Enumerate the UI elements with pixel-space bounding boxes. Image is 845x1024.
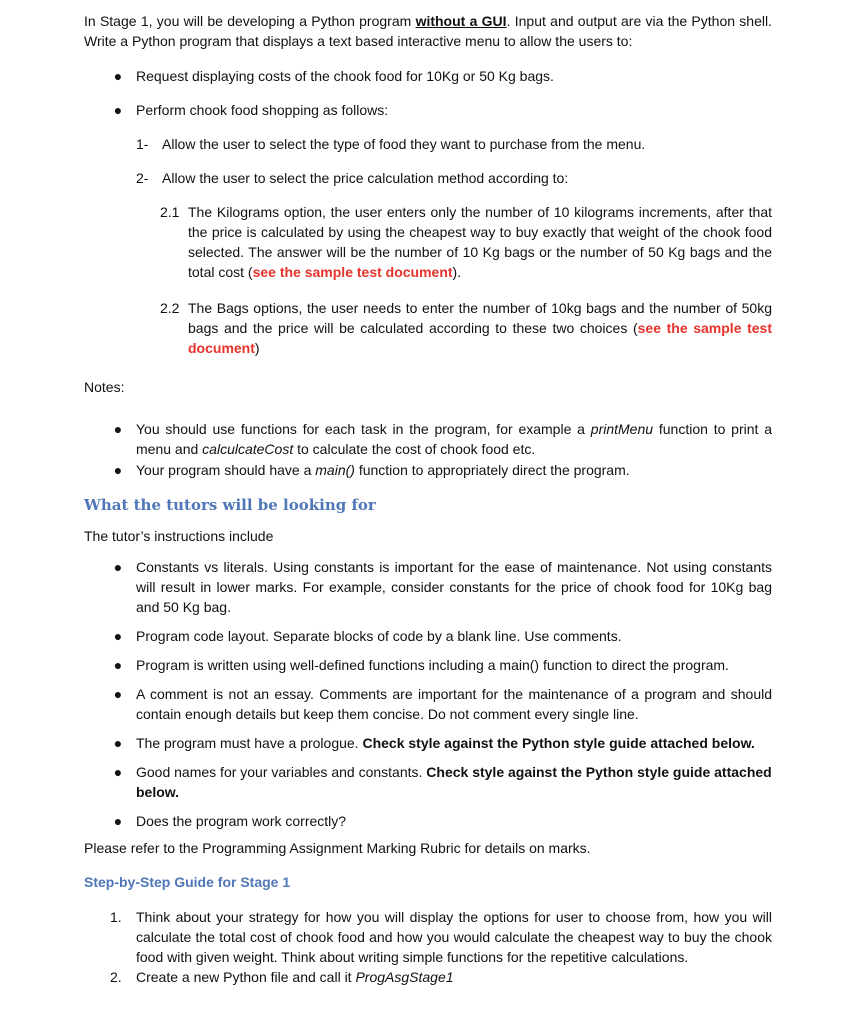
list-item	[84, 419, 772, 459]
bullet-icon: ●	[113, 686, 123, 702]
list-item	[84, 202, 772, 282]
sub-step-number: 2.2	[160, 300, 180, 316]
note-text: to calculate the cost of chook food etc.	[293, 441, 536, 457]
tutors-heading: What the tutors will be looking for	[84, 496, 376, 514]
bullet-text	[136, 762, 772, 802]
intro-emphasis: without a GUI	[415, 13, 507, 29]
bullet-icon: ●	[113, 657, 123, 673]
list-item	[84, 811, 772, 831]
sub-step-body: The Bags options, the user needs to enter the number of 10kg bags and the number of 50kg bags and the price will be calculated according to these two choices (	[188, 300, 772, 336]
item-emphasis: Check style against the Python style guide attached below.	[136, 764, 772, 800]
bullet-icon: ●	[113, 735, 123, 751]
list-item	[84, 762, 772, 802]
note-text: function to appropriately direct the program.	[354, 462, 630, 478]
code-term: main()	[315, 462, 355, 478]
notes-label: Notes:	[84, 379, 125, 395]
bullet-icon: ●	[113, 102, 123, 118]
sub-step-number: 2.1	[160, 204, 180, 220]
note-text: Your program should have a	[136, 462, 316, 478]
sub-step-body: The Kilograms option, the user enters only the number of 10 kilograms increments, after that the price is calculated by using the cheapest way to buy exactly that weight of the chook food selected. The answer will be the number of 10 Kg bags or the number of 50 Kg bags and the total cost (	[188, 204, 772, 280]
file-name: ProgAsgStage1	[355, 969, 454, 985]
list-item	[84, 655, 772, 675]
list-item	[84, 733, 772, 753]
list-item	[84, 66, 772, 86]
guide-step-number: 2.	[110, 969, 122, 985]
guide-heading: Step-by-Step Guide for Stage 1	[84, 874, 291, 890]
bullet-text: Perform chook food shopping as follows:	[136, 102, 389, 118]
item-text: The program must have a prologue.	[136, 735, 363, 751]
sub-step-tail: )	[254, 340, 260, 356]
tutors-intro: The tutor’s instructions include	[84, 528, 274, 544]
intro-paragraph	[84, 11, 772, 51]
bullet-icon: ●	[113, 628, 123, 644]
step-text: Create a new Python file and call it	[136, 969, 356, 985]
bullet-text: Constants vs literals. Using constants is important for the ease of maintenance. Not using constants will result in lower marks. For example, consider constants for the price of chook food for 10Kg bag and 50 Kg bag.	[136, 559, 772, 615]
sample-test-link[interactable]: see the sample test document	[188, 320, 772, 356]
bullet-text: A comment is not an essay. Comments are important for the maintenance of a program and should contain enough details but keep them concise. Do not comment every single line.	[136, 686, 772, 722]
step-number: 1-	[136, 136, 149, 152]
guide-step-text	[136, 967, 772, 987]
bullet-icon: ●	[113, 68, 123, 84]
sub-step-text	[188, 202, 772, 282]
sub-step-text	[188, 298, 772, 358]
bullet-text: Program code layout. Separate blocks of code by a blank line. Use comments.	[136, 628, 622, 644]
list-item	[84, 100, 772, 120]
bullet-icon: ●	[113, 764, 123, 780]
list-item	[84, 626, 772, 646]
intro-text-1: In Stage 1, you will be developing a Python program	[84, 13, 416, 29]
bullet-text: Request displaying costs of the chook food for 10Kg or 50 Kg bags.	[136, 68, 554, 84]
list-item	[84, 134, 772, 154]
bullet-text	[136, 733, 772, 753]
bullet-icon: ●	[113, 421, 123, 437]
code-term: printMenu	[590, 421, 654, 437]
item-text: Good names for your variables and constants.	[136, 764, 427, 780]
list-item	[84, 684, 772, 724]
bullet-icon: ●	[113, 462, 123, 478]
note-text: function to print a menu and	[136, 421, 773, 457]
sub-step-tail: ).	[452, 264, 462, 280]
sample-test-link[interactable]: see the sample test document	[252, 264, 453, 280]
item-emphasis: Check style against the Python style guide attached below.	[362, 735, 755, 751]
bullet-icon: ●	[113, 559, 123, 575]
code-term: calculcateCost	[202, 441, 294, 457]
guide-step-text: Think about your strategy for how you will display the options for user to choose from, how you will calculate the total cost of chook food and how you would calculate the cheapest way to buy the chook food with given weight. Think about writing simple functions for the repetitive calculations.	[136, 909, 772, 965]
bullet-text: Program is written using well-defined functions including a main() function to direct the program.	[136, 657, 729, 673]
rubric-note: Please refer to the Programming Assignment Marking Rubric for details on marks.	[84, 840, 591, 856]
bullet-icon: ●	[113, 813, 123, 829]
step-text: Allow the user to select the type of food they want to purchase from the menu.	[162, 136, 646, 152]
list-item	[84, 298, 772, 358]
step-text: Allow the user to select the price calculation method according to:	[162, 170, 569, 186]
bullet-text: Does the program work correctly?	[136, 813, 347, 829]
bullet-text	[136, 460, 772, 480]
note-text: You should use functions for each task in the program, for example a	[136, 421, 591, 437]
list-item	[84, 557, 772, 617]
list-item	[84, 460, 772, 480]
bullet-text	[136, 419, 772, 459]
document-page	[84, 10, 772, 987]
step-number: 2-	[136, 170, 149, 186]
guide-step-number: 1.	[110, 909, 122, 925]
intro-text-2: . Input and output are via the Python shell. Write a Python program that displays a text based interactive menu to allow the users to:	[84, 13, 772, 49]
list-item	[84, 907, 772, 967]
list-item	[84, 967, 772, 987]
list-item	[84, 168, 772, 188]
